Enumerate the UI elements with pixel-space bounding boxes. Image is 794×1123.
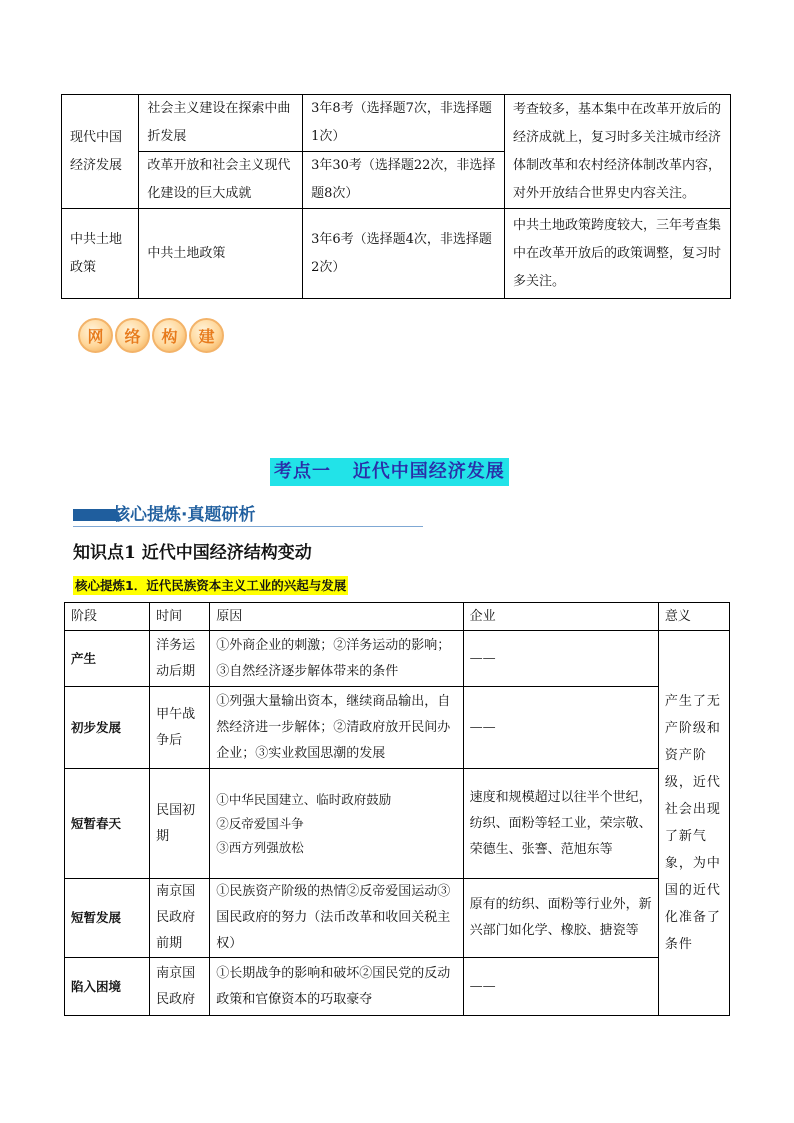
table-cell: 考查较多，基本集中在改革开放后的经济成就上，复习时多关注城市经济体制改革和农村经济体制改革内容，对外开放结合世界史内容关注。 <box>504 95 730 209</box>
core-banner <box>73 502 423 528</box>
table-cell: 中共土地政策 <box>62 209 139 299</box>
stage-cell: 短暂发展 <box>65 879 150 958</box>
time-cell: 南京国民政府 <box>150 958 210 1016</box>
enterprise-cell: —— <box>463 958 658 1016</box>
table-cell: 中共土地政策 <box>139 209 303 299</box>
knowledge-point-title: 知识点1 近代中国经济结构变动 <box>73 543 312 563</box>
table-cell: 改革开放和社会主义现代化建设的巨大成就 <box>139 152 303 209</box>
badge-char: 络 <box>115 318 150 353</box>
enterprise-cell: —— <box>463 631 658 687</box>
header-cell: 原因 <box>210 603 463 631</box>
badge-char: 网 <box>78 318 113 353</box>
table-row <box>62 209 731 299</box>
table-cell: 3年8考（选择题7次，非选择题1次） <box>303 95 505 152</box>
banner-underline <box>73 526 423 527</box>
stage-cell: 陷入困境 <box>65 958 150 1016</box>
significance-cell: 产生了无产阶级和资产阶级，近代社会出现了新气象，为中国的近代化准备了条件 <box>658 631 729 1016</box>
industry-development-table <box>64 602 730 1016</box>
table-row <box>65 687 730 769</box>
table-cell: 中共土地政策跨度较大，三年考查集中在改革开放后的政策调整，复习时多关注。 <box>504 209 730 299</box>
badge-char: 建 <box>189 318 224 353</box>
reason-cell: ①列强大量输出资本，继续商品输出，自然经济进一步解体；②清政府放开民间办企业；③实业救国思潮的发展 <box>210 687 463 769</box>
core-point-subtitle: 核心提炼1．近代民族资本主义工业的兴起与发展 <box>75 578 347 593</box>
table-row <box>65 631 730 687</box>
section-title: 考点一 近代中国经济发展 <box>270 458 509 486</box>
table-cell: 3年6考（选择题4次，非选择题2次） <box>303 209 505 299</box>
enterprise-cell: 原有的纺织、面粉等行业外，新兴部门如化学、橡胶、搪瓷等 <box>463 879 658 958</box>
table-header-row <box>65 603 730 631</box>
reason-line: ①中华民国建立、临时政府鼓励 <box>216 791 392 807</box>
table-row <box>65 958 730 1016</box>
stage-cell: 初步发展 <box>65 687 150 769</box>
table-row <box>65 879 730 958</box>
stage-cell: 产生 <box>65 631 150 687</box>
header-cell: 企业 <box>463 603 658 631</box>
header-cell: 阶段 <box>65 603 150 631</box>
reason-cell <box>210 769 463 879</box>
core-banner-text: 核心提炼·真题研析 <box>113 505 256 525</box>
table-row <box>62 95 731 152</box>
network-build-badge <box>78 318 226 353</box>
time-cell: 南京国民政府前期 <box>150 879 210 958</box>
reason-cell: ①民族资产阶级的热情②反帝爱国运动③国民政府的努力（法币改革和收回关税主权） <box>210 879 463 958</box>
reason-cell: ①长期战争的影响和破坏②国民党的反动政策和官僚资本的巧取豪夺 <box>210 958 463 1016</box>
table-cell: 社会主义建设在探索中曲折发展 <box>139 95 303 152</box>
enterprise-cell: —— <box>463 687 658 769</box>
table-cell: 3年30考（选择题22次，非选择题8次） <box>303 152 505 209</box>
time-cell: 民国初期 <box>150 769 210 879</box>
reason-line: ②反帝爱国斗争 <box>216 815 304 831</box>
time-cell: 甲午战争后 <box>150 687 210 769</box>
badge-char: 构 <box>152 318 187 353</box>
exam-summary-table <box>61 94 731 299</box>
table-cell: 现代中国经济发展 <box>62 95 139 209</box>
header-cell: 时间 <box>150 603 210 631</box>
reason-cell: ①外商企业的刺激；②洋务运动的影响；③自然经济逐步解体带来的条件 <box>210 631 463 687</box>
header-cell: 意义 <box>658 603 729 631</box>
stage-cell: 短暂春天 <box>65 769 150 879</box>
reason-line: ③西方列强放松 <box>216 839 304 855</box>
time-cell: 洋务运动后期 <box>150 631 210 687</box>
table-row <box>65 769 730 879</box>
enterprise-cell: 速度和规模超过以往半个世纪，纺织、面粉等轻工业，荣宗敬、荣德生、张謇、范旭东等 <box>463 769 658 879</box>
